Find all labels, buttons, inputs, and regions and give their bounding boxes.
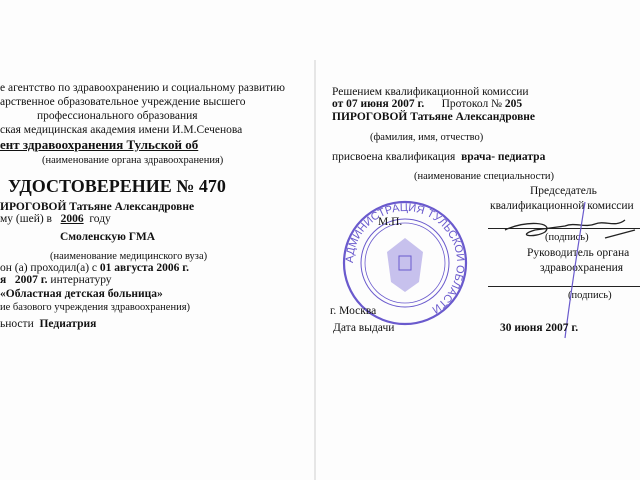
graduation-year: 2006 (60, 213, 84, 225)
decision-text: Решением квалификационной комиссии (332, 86, 529, 98)
recipient-name: ИРОГОВОЙ Татьяне Александровне (0, 201, 195, 213)
university-name: Смоленскую ГМА (60, 231, 156, 243)
seal-outer-text: АДМИНИСТРАЦИЯ ТУЛЬСКОЙ ОБЛАСТИ (343, 201, 467, 316)
date-prefix: от (332, 98, 344, 110)
graduation-suffix: году (89, 213, 111, 225)
name-caption: (фамилия, имя, отчество) (370, 132, 484, 143)
internship-to-date: 2007 г. (14, 274, 48, 286)
seal-place-mark: М.П. (378, 216, 403, 228)
signature-caption-2: (подпись) (568, 290, 612, 301)
internship-from-date: 01 августа 2006 г. (99, 262, 190, 274)
specialty-line (0, 318, 96, 331)
specialty-value: Педиатрия (39, 318, 97, 330)
chairman-title-2: квалификационной комиссии (490, 200, 634, 212)
qualification-line (332, 151, 545, 164)
qualification-prefix: присвоена квалификация (332, 151, 456, 163)
internship-from-prefix: он (а) проходил(а) с (0, 262, 98, 274)
head-title-2: здравоохранения (540, 262, 624, 274)
pen-stroke (555, 200, 595, 340)
specialty-caption: (наименование специальности) (414, 171, 555, 182)
base-institution-caption: ие базового учреждения здравоохранения) (0, 302, 191, 313)
issue-date: 30 июня 2007 г. (500, 322, 579, 334)
chairman-title-1: Председатель (530, 185, 597, 197)
graduation-line (0, 213, 111, 226)
institution-line-1: арственное образовательное учреждение высшего (0, 96, 246, 108)
internship-word: интернатуру (50, 274, 112, 286)
specialty-prefix: ьности (0, 318, 34, 330)
university-caption: (наименование медицинского вуза) (50, 251, 208, 262)
health-department-caption: (наименование органа здравоохранения) (42, 155, 224, 166)
internship-to-line (0, 274, 112, 287)
certificate-title: УДОСТОВЕРЕНИЕ № 470 (8, 176, 226, 196)
city: г. Москва (330, 305, 377, 317)
protocol-label: Протокол № (441, 98, 503, 110)
graduation-prefix: му (шей) в (0, 213, 52, 225)
decision-date: 07 июня 2007 г. (346, 98, 425, 110)
protocol-number: 205 (504, 98, 523, 110)
academy-name: ская медицинская академия имени И.М.Сеченова (0, 124, 243, 136)
base-institution: «Областная детская больница» (0, 288, 163, 300)
decision-date-line (332, 98, 522, 111)
institution-line-2: профессионального образования (37, 110, 198, 122)
head-title-1: Руководитель органа (527, 247, 630, 259)
recipient-name-right: ПИРОГОВОЙ Татьяне Александровне (332, 111, 536, 123)
internship-to-prefix: я (0, 274, 7, 286)
issue-date-label: Дата выдачи (333, 322, 395, 334)
health-department: ент здравоохранения Тульской об (0, 137, 199, 152)
signature-caption-1: (подпись) (545, 232, 589, 243)
ministry-name: е агентство по здравоохранению и социальному развитию (0, 82, 285, 94)
page-fold (314, 60, 316, 480)
qualification-value: врача- педиатра (461, 151, 546, 163)
